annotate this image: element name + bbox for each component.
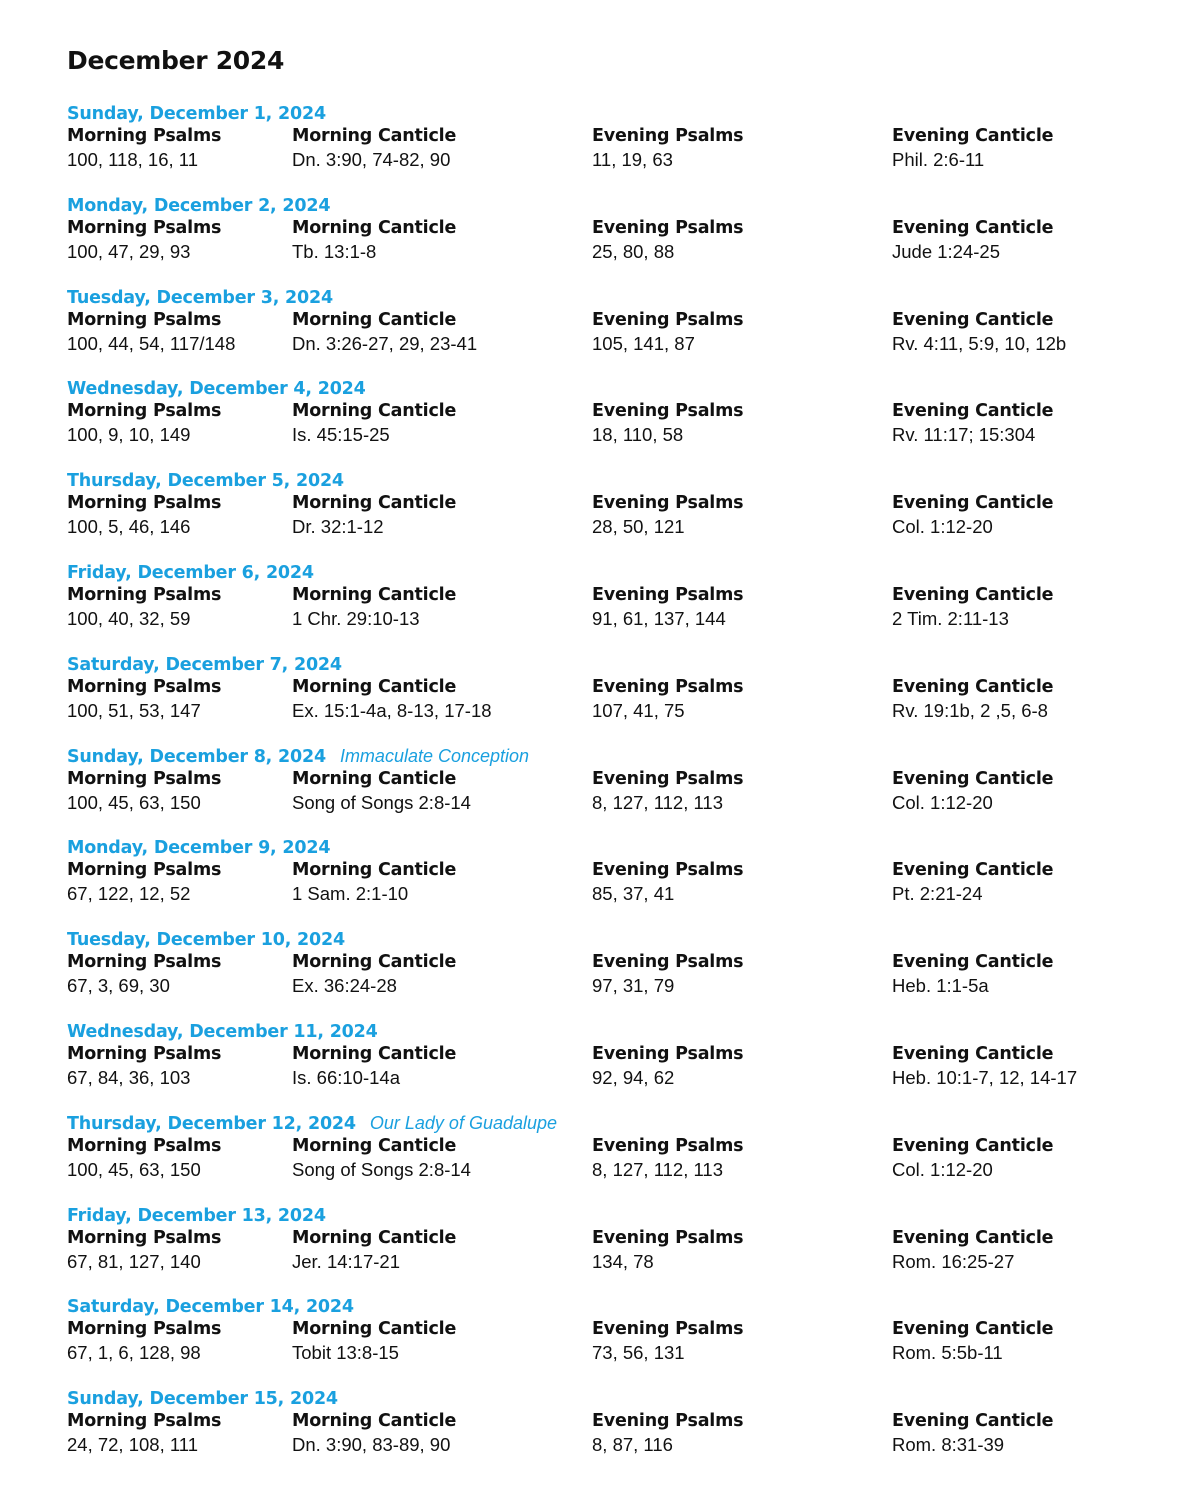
evening-psalms-value: 25, 80, 88 <box>592 240 675 262</box>
morning-canticle-value: Tobit 13:8-15 <box>292 1342 399 1364</box>
morning-psalms-label: Morning Psalms <box>67 1135 222 1156</box>
morning-canticle-label: Morning Canticle <box>292 493 457 514</box>
value-row <box>67 791 1177 814</box>
morning-psalms-label: Morning Psalms <box>67 860 222 881</box>
day-date: Friday, December 13, 2024 <box>67 1205 326 1226</box>
evening-canticle-label: Evening Canticle <box>892 493 1054 514</box>
morning-canticle-label: Morning Canticle <box>292 217 457 238</box>
value-row <box>67 607 1177 630</box>
evening-psalms-label: Evening Psalms <box>592 768 744 789</box>
label-row <box>67 584 1177 607</box>
evening-psalms-label: Evening Psalms <box>592 1135 744 1156</box>
day-date: Saturday, December 7, 2024 <box>67 654 342 675</box>
morning-canticle-value: Is. 45:15-25 <box>292 424 390 446</box>
value-row <box>67 515 1177 538</box>
value-row <box>67 1250 1177 1273</box>
morning-psalms-label: Morning Psalms <box>67 584 222 605</box>
evening-psalms-label: Evening Psalms <box>592 401 744 422</box>
evening-canticle-label: Evening Canticle <box>892 676 1054 697</box>
evening-canticle-value: Phil. 2:6-11 <box>892 149 985 170</box>
value-row <box>67 882 1177 905</box>
morning-canticle-label: Morning Canticle <box>292 309 457 330</box>
day-entry <box>67 1020 1177 1112</box>
evening-canticle-label: Evening Canticle <box>892 1043 1054 1064</box>
morning-canticle-label: Morning Canticle <box>292 952 457 973</box>
evening-psalms-label: Evening Psalms <box>592 676 744 697</box>
day-date: Wednesday, December 4, 2024 <box>67 379 366 400</box>
morning-canticle-value: Song of Songs 2:8-14 <box>292 1158 471 1180</box>
value-row <box>67 1066 1177 1089</box>
evening-canticle-label: Evening Canticle <box>892 1135 1054 1156</box>
label-row <box>67 676 1177 699</box>
morning-psalms-label: Morning Psalms <box>67 1227 222 1248</box>
day-date: Sunday, December 15, 2024 <box>67 1389 338 1410</box>
value-row <box>67 1341 1177 1364</box>
morning-canticle-value: Tb. 13:1-8 <box>292 240 377 262</box>
evening-canticle-label: Evening Canticle <box>892 584 1054 605</box>
evening-psalms-label: Evening Psalms <box>592 493 744 514</box>
morning-psalms-label: Morning Psalms <box>67 309 222 330</box>
morning-psalms-label: Morning Psalms <box>67 1319 222 1340</box>
evening-canticle-label: Evening Canticle <box>892 309 1054 330</box>
morning-psalms-value: 100, 45, 63, 150 <box>67 1158 201 1180</box>
evening-psalms-value: 97, 31, 79 <box>592 975 675 997</box>
morning-canticle-label: Morning Canticle <box>292 860 457 881</box>
morning-psalms-value: 100, 47, 29, 93 <box>67 240 191 262</box>
day-entry <box>67 469 1177 561</box>
evening-canticle-value: Rv. 4:11, 5:9, 10, 12b <box>892 332 1067 354</box>
morning-psalms-value: 24, 72, 108, 111 <box>67 1434 198 1456</box>
morning-psalms-value: 67, 122, 12, 52 <box>67 883 191 905</box>
label-row <box>67 1227 1177 1250</box>
day-entry <box>67 1112 1177 1204</box>
morning-psalms-label: Morning Psalms <box>67 952 222 973</box>
evening-canticle-value: Rv. 19:1b, 2 ,5, 6-8 <box>892 699 1048 721</box>
value-row <box>67 699 1177 722</box>
morning-canticle-value: Dn. 3:90, 74-82, 90 <box>292 149 451 170</box>
evening-canticle-value: Rv. 11:17; 15:304 <box>892 424 1036 446</box>
value-row <box>67 148 1177 171</box>
morning-psalms-label: Morning Psalms <box>67 493 222 514</box>
day-list <box>67 102 1177 1479</box>
evening-psalms-label: Evening Psalms <box>592 860 744 881</box>
evening-canticle-label: Evening Canticle <box>892 217 1054 238</box>
evening-psalms-value: 107, 41, 75 <box>592 699 685 721</box>
evening-canticle-value: 2 Tim. 2:11-13 <box>892 607 1009 629</box>
morning-psalms-label: Morning Psalms <box>67 676 222 697</box>
label-row <box>67 309 1177 332</box>
feast-name: Immaculate Conception <box>339 745 530 766</box>
evening-canticle-value: Col. 1:12-20 <box>892 516 993 538</box>
day-heading <box>67 1112 1177 1135</box>
label-row <box>67 768 1177 791</box>
evening-psalms-value: 8, 127, 112, 113 <box>592 791 723 813</box>
morning-psalms-value: 100, 118, 16, 11 <box>67 149 198 170</box>
morning-canticle-label: Morning Canticle <box>292 1319 457 1340</box>
day-date: Tuesday, December 10, 2024 <box>67 930 345 951</box>
day-entry <box>67 745 1177 837</box>
morning-psalms-value: 67, 84, 36, 103 <box>67 1066 191 1088</box>
morning-canticle-value: Jer. 14:17-21 <box>292 1250 400 1272</box>
evening-canticle-label: Evening Canticle <box>892 1411 1054 1432</box>
day-heading <box>67 928 1177 951</box>
evening-psalms-value: 8, 127, 112, 113 <box>592 1158 723 1180</box>
morning-psalms-value: 100, 45, 63, 150 <box>67 791 201 813</box>
evening-canticle-label: Evening Canticle <box>892 860 1054 881</box>
morning-canticle-label: Morning Canticle <box>292 126 457 146</box>
day-date: Wednesday, December 11, 2024 <box>67 1021 378 1042</box>
day-entry <box>67 377 1177 469</box>
evening-canticle-label: Evening Canticle <box>892 768 1054 789</box>
day-date: Monday, December 9, 2024 <box>67 838 331 859</box>
day-entry <box>67 1204 1177 1296</box>
morning-psalms-value: 67, 1, 6, 128, 98 <box>67 1342 201 1364</box>
morning-psalms-value: 100, 40, 32, 59 <box>67 607 191 629</box>
morning-canticle-label: Morning Canticle <box>292 1135 457 1156</box>
evening-psalms-label: Evening Psalms <box>592 126 744 146</box>
morning-canticle-label: Morning Canticle <box>292 676 457 697</box>
evening-psalms-value: 11, 19, 63 <box>592 149 673 170</box>
value-row <box>67 1158 1177 1181</box>
day-heading <box>67 1204 1177 1227</box>
morning-psalms-value: 100, 5, 46, 146 <box>67 516 191 538</box>
day-entry <box>67 653 1177 745</box>
label-row <box>67 1043 1177 1066</box>
evening-psalms-value: 85, 37, 41 <box>592 883 675 905</box>
evening-psalms-value: 105, 141, 87 <box>592 332 695 354</box>
morning-psalms-label: Morning Psalms <box>67 1043 222 1064</box>
morning-psalms-value: 67, 3, 69, 30 <box>67 975 170 997</box>
morning-psalms-value: 100, 9, 10, 149 <box>67 424 191 446</box>
evening-psalms-value: 134, 78 <box>592 1250 654 1272</box>
day-heading <box>67 653 1177 676</box>
evening-psalms-label: Evening Psalms <box>592 217 744 238</box>
morning-canticle-value: Ex. 36:24-28 <box>292 975 397 997</box>
evening-canticle-value: Rom. 5:5b-11 <box>892 1342 1003 1364</box>
morning-canticle-value: Ex. 15:1-4a, 8-13, 17-18 <box>292 699 492 721</box>
day-heading <box>67 1020 1177 1043</box>
day-date: Monday, December 2, 2024 <box>67 195 331 216</box>
evening-canticle-label: Evening Canticle <box>892 952 1054 973</box>
day-entry <box>67 1295 1177 1387</box>
evening-psalms-value: 91, 61, 137, 144 <box>592 607 726 629</box>
morning-canticle-label: Morning Canticle <box>292 1227 457 1248</box>
evening-psalms-value: 92, 94, 62 <box>592 1066 675 1088</box>
day-date: Sunday, December 8, 2024 <box>67 746 326 767</box>
readings-page <box>67 44 1177 1479</box>
label-row <box>67 125 1177 148</box>
label-row <box>67 1318 1177 1341</box>
value-row <box>67 1433 1177 1456</box>
label-row <box>67 859 1177 882</box>
day-heading <box>67 1295 1177 1318</box>
morning-canticle-value: Song of Songs 2:8-14 <box>292 791 471 813</box>
evening-canticle-value: Rom. 8:31-39 <box>892 1434 1005 1456</box>
evening-canticle-label: Evening Canticle <box>892 126 1054 146</box>
morning-psalms-label: Morning Psalms <box>67 768 222 789</box>
day-heading <box>67 102 1177 125</box>
evening-psalms-value: 73, 56, 131 <box>592 1342 685 1364</box>
day-heading <box>67 286 1177 309</box>
evening-psalms-label: Evening Psalms <box>592 1043 744 1064</box>
day-entry <box>67 928 1177 1020</box>
value-row <box>67 974 1177 997</box>
morning-psalms-value: 100, 51, 53, 147 <box>67 699 201 721</box>
morning-canticle-value: 1 Sam. 2:1-10 <box>292 883 409 905</box>
label-row <box>67 1410 1177 1433</box>
morning-psalms-label: Morning Psalms <box>67 1411 222 1432</box>
day-entry <box>67 286 1177 378</box>
morning-psalms-label: Morning Psalms <box>67 126 222 146</box>
morning-psalms-value: 100, 44, 54, 117/148 <box>67 332 236 354</box>
label-row <box>67 951 1177 974</box>
evening-canticle-value: Col. 1:12-20 <box>892 1158 993 1180</box>
morning-canticle-label: Morning Canticle <box>292 1043 457 1064</box>
label-row <box>67 1135 1177 1158</box>
day-date: Saturday, December 14, 2024 <box>67 1297 354 1318</box>
day-heading <box>67 1387 1177 1410</box>
label-row <box>67 217 1177 240</box>
day-heading <box>67 561 1177 584</box>
day-entry <box>67 836 1177 928</box>
value-row <box>67 332 1177 355</box>
day-date: Thursday, December 12, 2024 <box>67 1113 356 1134</box>
label-row <box>67 492 1177 515</box>
label-row <box>67 400 1177 423</box>
day-entry <box>67 102 1177 194</box>
day-heading <box>67 745 1177 768</box>
morning-canticle-label: Morning Canticle <box>292 584 457 605</box>
evening-canticle-value: Rom. 16:25-27 <box>892 1250 1015 1272</box>
morning-canticle-value: Dn. 3:90, 83-89, 90 <box>292 1434 451 1456</box>
morning-canticle-label: Morning Canticle <box>292 1411 457 1432</box>
day-date: Sunday, December 1, 2024 <box>67 104 326 124</box>
evening-canticle-label: Evening Canticle <box>892 1319 1054 1340</box>
evening-psalms-label: Evening Psalms <box>592 1411 744 1432</box>
evening-psalms-label: Evening Psalms <box>592 584 744 605</box>
day-date: Tuesday, December 3, 2024 <box>67 287 333 308</box>
evening-canticle-label: Evening Canticle <box>892 1227 1054 1248</box>
day-heading <box>67 194 1177 217</box>
day-entry <box>67 561 1177 653</box>
feast-name: Our Lady of Guadalupe <box>369 1112 558 1133</box>
evening-psalms-value: 18, 110, 58 <box>592 424 684 446</box>
evening-psalms-label: Evening Psalms <box>592 309 744 330</box>
morning-canticle-label: Morning Canticle <box>292 401 457 422</box>
evening-canticle-value: Pt. 2:21-24 <box>892 883 983 905</box>
evening-psalms-value: 28, 50, 121 <box>592 516 685 538</box>
evening-psalms-label: Evening Psalms <box>592 1227 744 1248</box>
morning-psalms-label: Morning Psalms <box>67 401 222 422</box>
day-heading <box>67 469 1177 492</box>
page-title: December 2024 <box>67 46 285 75</box>
evening-canticle-value: Jude 1:24-25 <box>892 240 1001 262</box>
evening-canticle-value: Col. 1:12-20 <box>892 791 993 813</box>
morning-canticle-value: Dn. 3:26-27, 29, 23-41 <box>292 332 478 354</box>
evening-psalms-value: 8, 87, 116 <box>592 1434 673 1456</box>
day-date: Thursday, December 5, 2024 <box>67 471 344 492</box>
morning-canticle-value: Dr. 32:1-12 <box>292 516 384 538</box>
day-entry <box>67 194 1177 286</box>
evening-psalms-label: Evening Psalms <box>592 952 744 973</box>
value-row <box>67 240 1177 263</box>
morning-psalms-value: 67, 81, 127, 140 <box>67 1250 201 1272</box>
evening-canticle-value: Heb. 1:1-5a <box>892 975 989 997</box>
morning-canticle-value: Is. 66:10-14a <box>292 1066 400 1088</box>
evening-psalms-label: Evening Psalms <box>592 1319 744 1340</box>
day-heading <box>67 377 1177 400</box>
value-row <box>67 423 1177 446</box>
morning-psalms-label: Morning Psalms <box>67 217 222 238</box>
morning-canticle-value: 1 Chr. 29:10-13 <box>292 607 420 629</box>
day-heading <box>67 836 1177 859</box>
day-date: Friday, December 6, 2024 <box>67 562 314 583</box>
evening-canticle-label: Evening Canticle <box>892 401 1054 422</box>
day-entry <box>67 1387 1177 1479</box>
evening-canticle-value: Heb. 10:1-7, 12, 14-17 <box>892 1066 1078 1088</box>
morning-canticle-label: Morning Canticle <box>292 768 457 789</box>
